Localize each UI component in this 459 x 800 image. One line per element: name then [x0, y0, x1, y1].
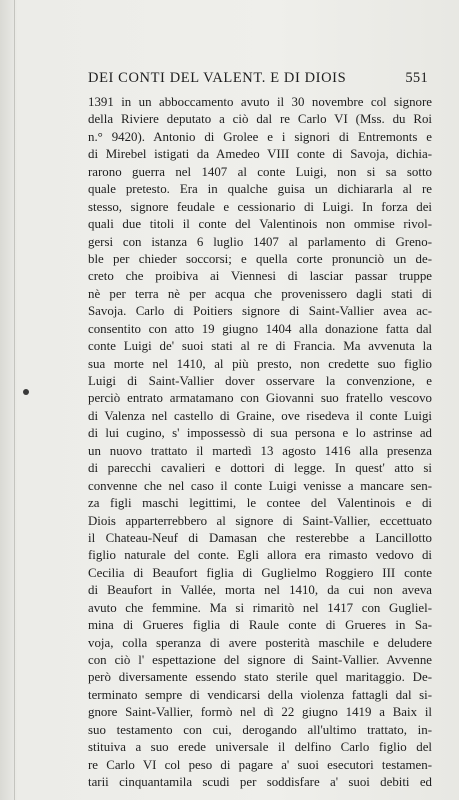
text-line: figlio naturale del conte. Egli allora era rimasto vedovo di: [88, 548, 432, 563]
text-line: n.° 9420). Antonio di Grolee e i signori di Entremonts e: [88, 129, 432, 144]
text-line: voja, colla speranza di avere posterità maschile e deludere: [88, 635, 432, 650]
text-line: un nuovo trattato il martedì 13 agosto 1416 alla presenza: [88, 443, 432, 458]
text-line: creto che proibiva ai Viennesi di lasciar passar truppe: [88, 269, 432, 284]
text-line: Savoja. Carlo di Poitiers signore di Saint-Vallier avea ac-: [88, 304, 432, 319]
text-line: di parecchi cavalieri e dottori di legge. In quest' atto si: [88, 461, 432, 476]
text-line: convenne che nel caso il conte Luigi venisse a mancare sen-: [88, 478, 432, 493]
text-line: perciò entrato armatamano con Giovanni suo fratello vescovo: [88, 391, 432, 406]
text-line: tarii cinquantamila scudi per soddisfare a' suoi debiti ed: [88, 775, 432, 790]
text-line: consentito con atto 19 giugno 1404 alla donazione fatta dal: [88, 321, 432, 336]
running-head: [88, 70, 428, 92]
text-line: Cecilia di Beaufort figlia di Guglielmo Roggiero III conte: [88, 565, 432, 580]
page-number: 551: [405, 70, 428, 86]
text-line: di Mirebel istigati da Amedeo VIII conte di Savoja, dichia-: [88, 147, 432, 162]
text-line: il Chateau-Neuf di Damasan che resterebbe a Lancillotto: [88, 530, 432, 545]
running-head-title: DEI CONTI DEL VALENT. E DI DIOIS: [88, 70, 347, 86]
text-line: ble per chieder soccorsi; e quella corte pronunciò un de-: [88, 251, 432, 266]
text-line: Luigi di Saint-Vallier dover osservare la convenzione, e: [88, 374, 432, 388]
text-line: però diversamente essendo stato sterile quel maritaggio. De-: [88, 670, 432, 685]
text-line: re Carlo VI col peso di pagare a' suoi esecutori testamen-: [88, 757, 432, 772]
text-line: rarono guerra nel 1407 al conte Luigi, non si sa sotto: [88, 164, 432, 179]
text-line: Diois apparterrebbero al signore di Saint-Vallier, eccettuato: [88, 513, 432, 528]
text-line: con ciò l' espettazione del signore di Saint-Vallier. Avvenne: [88, 653, 432, 667]
text-line: za figli maschi legittimi, le contee del Valentinois e di: [88, 496, 432, 511]
text-line: della Riviere deputato a ciò dal re Carlo VI (Mss. du Roi: [88, 112, 432, 127]
body-text: [88, 94, 432, 792]
text-line: nè per terra nè per acqua che provenissero dagli stati di: [88, 286, 432, 301]
text-line: gnore Saint-Vallier, formò nel dì 22 giugno 1419 a Baix il: [88, 705, 432, 720]
ink-spot: [23, 389, 29, 395]
text-line: quali due titoli il conte del Valentinois non ommise rivol-: [88, 217, 432, 232]
text-line: gersi con istanza 6 luglio 1407 al parlamento di Greno-: [88, 234, 432, 249]
text-line: stesso, signore feudale e cessionario di Luigi. In forza dei: [88, 199, 432, 214]
text-line: 1391 in un abboccamento avuto il 30 novembre col signore: [88, 95, 432, 109]
text-line: stituiva a suo erede universale il delfino Carlo figlio del: [88, 740, 432, 755]
page-gutter-edge: [14, 0, 15, 800]
text-line: mina di Grueres figlia di Raule conte di Grueres in Sa-: [88, 618, 432, 633]
text-line: suo testamento con cui, derogando all'ultimo trattato, in-: [88, 722, 432, 737]
text-line: sua morte nel 1410, al più presto, non credette suo figlio: [88, 356, 432, 371]
text-line: di Valenza nel castello di Graine, ove risedeva il conte Luigi: [88, 408, 432, 423]
text-line: di Beaufort in Vallée, morta nel 1410, da cui non aveva: [88, 583, 432, 598]
text-line: avuto che femmine. Ma si rimaritò nel 1417 con Gugliel-: [88, 600, 432, 615]
text-line: conte Luigi de' suoi stati al re di Francia. Ma avvenuta la: [88, 339, 432, 354]
text-line: di lui cugino, s' impossessò di sua persona e lo astrinse ad: [88, 426, 432, 441]
text-line: terminato sempre di vendicarsi della violenza fattagli dal si-: [88, 687, 432, 702]
text-line: quale pretesto. Era in qualche guisa un dichiararla al re: [88, 182, 432, 197]
